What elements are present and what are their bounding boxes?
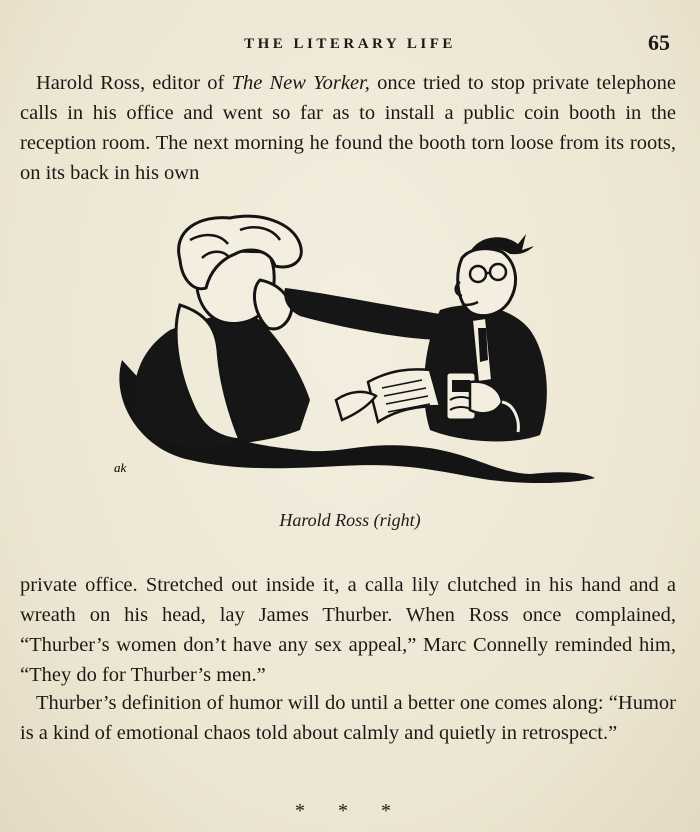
paragraph-1	[20, 68, 676, 188]
section-ornament: * * *	[295, 800, 405, 822]
magazine-title: The New Yorker,	[231, 72, 370, 94]
cartoon-drawing	[110, 210, 630, 500]
man-arm	[284, 288, 446, 340]
paragraph-3	[20, 688, 676, 748]
figure-caption: Harold Ross (right)	[279, 510, 421, 530]
woman-hand	[336, 392, 376, 420]
artist-signature: ak	[114, 460, 127, 475]
paragraph-2: private office. Stretched out inside it, a calla lily clutched in his hand and a wreath on his head, lay James Thurber. When Ross once complained, “Thurber’s women don’t have any sex appeal,” Marc Connelly reminded him, “They do for Thurber’s men.”	[20, 574, 676, 686]
paragraph-1-rest: once tried to stop private telephone calls in his office and went so far as to install a public coin booth in the reception room. The next morning he found the booth torn loose from its roots, on its back in his own	[20, 72, 676, 184]
paragraph-1-start: Harold Ross, editor of	[36, 72, 232, 94]
cartoon-illustration	[110, 210, 630, 500]
paragraph-3-text: Thurber’s definition of humor will do until a better one comes along: “Humor is a kind of emotional chaos told about calmly and quietly in retrospect.”	[20, 692, 676, 744]
running-head: THE LITERARY LIFE	[244, 36, 456, 52]
page-number: 65	[648, 30, 670, 55]
